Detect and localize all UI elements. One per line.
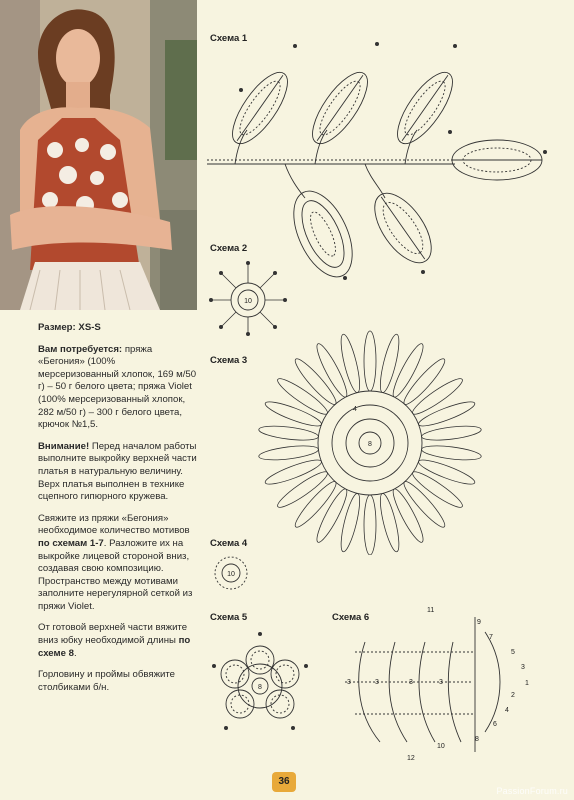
scheme-5-diagram <box>208 626 313 736</box>
scheme-3-petal <box>364 331 376 391</box>
scheme-6-row-12: 12 <box>407 755 415 762</box>
scheme-3-petal <box>313 341 352 400</box>
scheme-2-label: Схема 2 <box>210 243 248 254</box>
step2-emph: по схеме 8 <box>38 635 191 659</box>
scheme-3-petal <box>258 443 319 462</box>
attention-label: Внимание! <box>38 440 90 452</box>
scheme-6-diagram <box>335 602 535 762</box>
scheme-3-petal <box>389 486 428 545</box>
step2-text-a: От готовой верхней части вяжите вниз юбку необходимой длины <box>38 622 188 647</box>
scheme-6-row-9: 9 <box>477 619 481 626</box>
scheme-6-inner-4: 3 <box>439 679 443 686</box>
page-number: 36 <box>272 772 296 792</box>
scheme-1-label: Схема 1 <box>210 33 248 44</box>
materials-paragraph <box>38 344 198 432</box>
scheme-5-center-number: 8 <box>258 684 262 691</box>
step1-emph: по схемам 1-7 <box>38 537 104 549</box>
instructions <box>38 322 198 703</box>
scheme-3-petal <box>389 341 428 400</box>
scheme-3-label: Схема 3 <box>210 355 248 366</box>
attention-paragraph <box>38 441 198 504</box>
scheme-6-row-6: 6 <box>493 721 497 728</box>
scheme-3-petal <box>258 424 319 443</box>
step1-text-c: . Разложите их на выкройке лицевой стороной вниз, создавая свою композицию. Пространство между мотивами заполните нерегулярной сеткой из пряжи Violet. <box>38 537 193 612</box>
scheme-3-petal <box>291 355 340 408</box>
scheme-6-inner-1: 3 <box>347 679 351 686</box>
scheme-3-petal <box>263 456 323 488</box>
scheme-6-row-5: 5 <box>511 649 515 656</box>
scheme-6-row-8: 8 <box>475 736 479 743</box>
scheme-6-row-7: 7 <box>489 634 493 641</box>
scheme-6-row-1: 1 <box>525 680 529 687</box>
scheme-3-petal <box>337 492 363 553</box>
step3-paragraph: Горловину и проймы обвяжите столбиками б/н. <box>38 669 175 693</box>
step2-text-c: . <box>73 647 77 659</box>
scheme-6-row-4: 4 <box>505 707 509 714</box>
scheme-6-row-2: 2 <box>511 692 515 699</box>
scheme-3-petal <box>400 478 449 531</box>
scheme-3-petal <box>263 398 323 430</box>
watermark: PassionForum.ru <box>496 786 568 796</box>
scheme-3-petal <box>291 478 340 531</box>
size-line <box>38 322 198 335</box>
materials-text: пряжа «Бегония» (100% мерсеризованный хлопок, 169 м/50 г) – 50 г белого цвета; пряжа Violet (100% мерсеризованный хлопок, 282 м/50 г) – 300 г белого цвета, крючок №1,5. <box>38 343 197 431</box>
scheme-3-petal <box>400 355 449 408</box>
scheme-4-diagram <box>210 552 252 594</box>
size-label: Размер: <box>38 322 76 333</box>
scheme-3-petal <box>416 398 476 430</box>
scheme-3-petal <box>337 333 363 394</box>
scheme-3-petal <box>416 456 476 488</box>
scheme-6-inner-2: 3 <box>375 679 379 686</box>
scheme-3-center-number: 8 <box>368 441 372 448</box>
scheme-3-petal <box>377 333 403 394</box>
scheme-3-petal <box>313 486 352 545</box>
scheme-6-label: Схема 6 <box>332 612 370 623</box>
scheme-4-center-number: 10 <box>227 571 235 578</box>
scheme-4-label: Схема 4 <box>210 538 248 549</box>
scheme-6-inner-3: 3 <box>409 679 413 686</box>
model-photo <box>0 0 197 310</box>
scheme-3-diagram <box>230 310 510 555</box>
attention-text: Перед началом работы выполните выкройку верхней части платья в натуральную величину. Верх платья выполнен в технике сцепного гипюрного кружева. <box>38 440 197 503</box>
scheme-3-petal <box>364 495 376 555</box>
scheme-5-label: Схема 5 <box>210 612 248 623</box>
scheme-6-row-10: 10 <box>437 743 445 750</box>
scheme-3-petal <box>421 443 482 462</box>
materials-label: Вам потребуется: <box>38 343 123 355</box>
step1-paragraph <box>38 513 198 614</box>
scheme-6-row-11: 11 <box>427 607 435 614</box>
scheme-3-petal <box>421 424 482 443</box>
scheme-1-diagram <box>205 38 550 283</box>
step2-paragraph <box>38 622 198 660</box>
scheme-6-row-3: 3 <box>521 664 525 671</box>
step1-text-a: Свяжите из пряжи «Бегония» необходимое количество мотивов <box>38 512 190 537</box>
scheme-3-ring-number: 4 <box>353 406 357 413</box>
size-value: XS-S <box>78 322 101 333</box>
scheme-2-center-number: 10 <box>244 298 252 305</box>
scheme-3-petal <box>377 492 403 553</box>
